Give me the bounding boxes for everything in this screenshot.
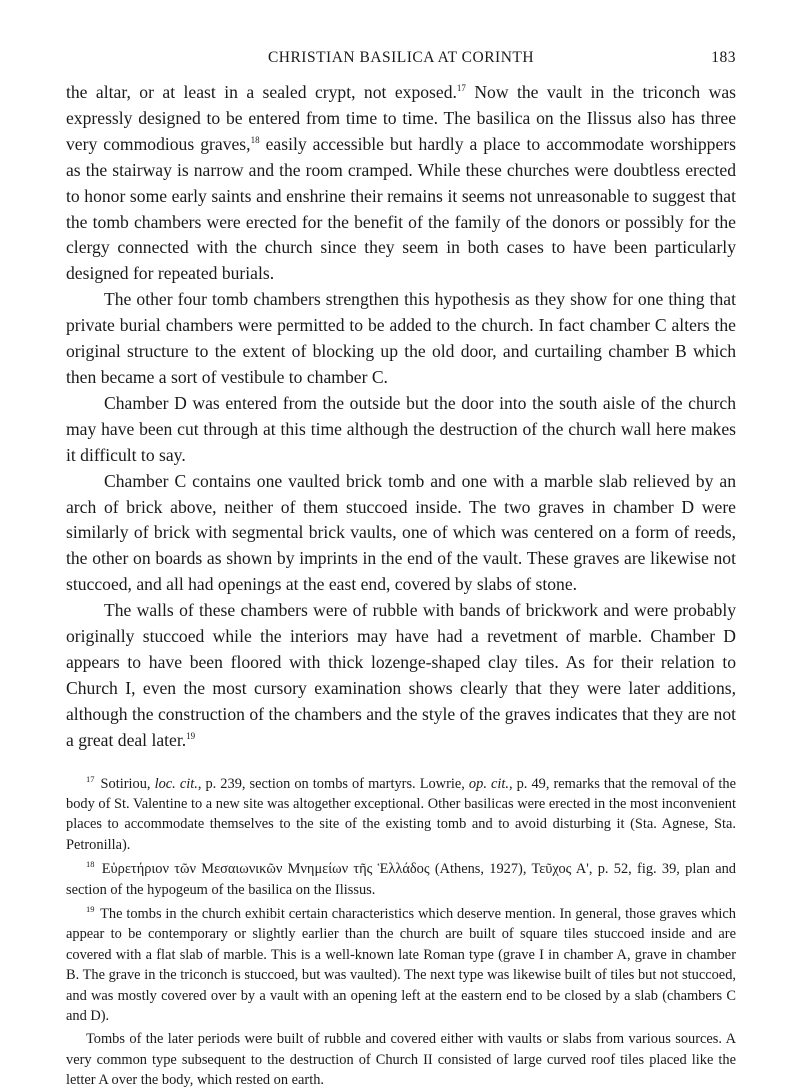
footnote-17-part-a: Sotiriou, <box>96 775 155 792</box>
footnote-17-part-c: , p. 49, remarks that the removal of the body of St. Valentine to a new site was altogether exceptional. Other basilicas were erected in the most inconvenient places to accommodate themselves to the site of the existing tomb and to avoid disturbing it (Sta. Agnese, Sta. Petronilla). <box>66 775 736 853</box>
footnote-17-number: 17 <box>86 773 95 784</box>
footnote-17 <box>66 774 736 856</box>
footnote-18 <box>66 859 736 900</box>
footnotes <box>66 774 736 1091</box>
paragraph-1-part-b: Now the vault in the triconch was expressly designed to be entered from time to time. The basilica on the Ilissus also has three very commodious graves, <box>66 82 736 154</box>
paragraph-1-part-c: easily accessible but hardly a place to accommodate worshippers as the stairway is narrow and the room cramped. While these churches were doubtless erected to honor some early saints and enshrine their remains it seems not unreasonable to suggest that the tomb chambers were erected for the benefit of the family of the donors or possibly for the clergy connected with the church since they seem in both cases to have been particularly designed for repeated burials. <box>66 133 736 284</box>
footnote-18-greek-volume: Τεῦχος Α' <box>531 861 589 878</box>
note-ref-18: 18 <box>250 134 260 145</box>
footnote-18-part-b: , p. 52, fig. 39, plan and section of the hypogeum of the basilica on the Ilissus. <box>66 861 736 898</box>
footnote-18-number: 18 <box>86 859 95 870</box>
paragraph-2: The other four tomb chambers strengthen this hypothesis as they show for one thing that private burial chambers were permitted to be added to the church. In fact chamber C alters the original structure to the extent of blocking up the old door, and curtailing chamber B which then became a sort of vestibule to chamber C. <box>66 289 736 387</box>
footnote-19 <box>66 904 736 1026</box>
page <box>66 46 736 1091</box>
body-text <box>66 80 736 754</box>
paragraph-1 <box>66 80 736 287</box>
paragraph-4: Chamber C contains one vaulted brick tomb and one with a marble slab relieved by an arch of brick above, neither of them stuccoed inside. The two graves in chamber D were similarly of brick with segmental brick vaults, one of which was centered on a form of reeds, the other on boards as shown by imprints in the end of the vault. These graves are likewise not stuccoed, and all had openings at the east end, covered by slabs of stone. <box>66 470 736 595</box>
note-ref-17: 17 <box>456 83 466 93</box>
footnote-17-part-b: , p. 239, section on tombs of martyrs. Lowrie, <box>197 775 469 792</box>
footnote-17-loc-cit: loc. cit. <box>154 775 198 792</box>
paragraph-5-text: The walls of these chambers were of rubble with bands of brickwork and were probably originally stuccoed while the interiors may have had a revetment of marble. Chamber D appears to have been floored with thick lozenge-shaped clay tiles. As for their relation to Church I, even the most cursory examination shows clearly that they were later additions, although the construction of the chambers and the style of the graves indicates that they are not a great deal later. <box>66 600 736 750</box>
paragraph-5 <box>66 598 736 753</box>
note-ref-19: 19 <box>186 730 196 741</box>
footnote-19-text: The tombs in the church exhibit certain characteristics which deserve mention. In general, those graves which appear to be contemporary or slightly earlier than the church are built of square tiles stuccoed inside and are covered with a flat slab of marble. This is a well-known late Roman type (grave I in chamber A, grave in chamber B. The grave in the triconch is stuccoed, but was vaulted). The next type was likewise built of tiles but not stuccoed, and was mostly covered over by a vault with an opening left at the eastern end to be closed by a slab (chambers C and D). <box>66 906 736 1025</box>
footnote-18-greek-title: Εὑρετήριον τῶν Μεσαιωνικῶν Μνημείων τῆς Ἑλλάδος <box>96 861 430 878</box>
page-number: 183 <box>711 49 736 66</box>
running-title: CHRISTIAN BASILICA AT CORINTH <box>267 49 535 66</box>
footnote-17-op-cit: op. cit. <box>468 775 509 792</box>
footnote-19-number: 19 <box>86 904 95 914</box>
footnote-19-continuation: Tombs of the later periods were built of rubble and covered either with vaults or slabs from various sources. A very common type subsequent to the destruction of Church II consisted of large curved roof tiles placed like the letter A over the body, which rested on earth. <box>66 1031 736 1089</box>
running-head <box>66 46 736 72</box>
footnote-18-part-a: (Athens, 1927), <box>429 861 532 878</box>
paragraph-1-part-a: the altar, or at least in a sealed crypt, not exposed. <box>66 82 457 102</box>
paragraph-3: Chamber D was entered from the outside but the door into the south aisle of the church may have been cut through at this time although the destruction of the church wall here makes it difficult to say. <box>66 392 736 465</box>
